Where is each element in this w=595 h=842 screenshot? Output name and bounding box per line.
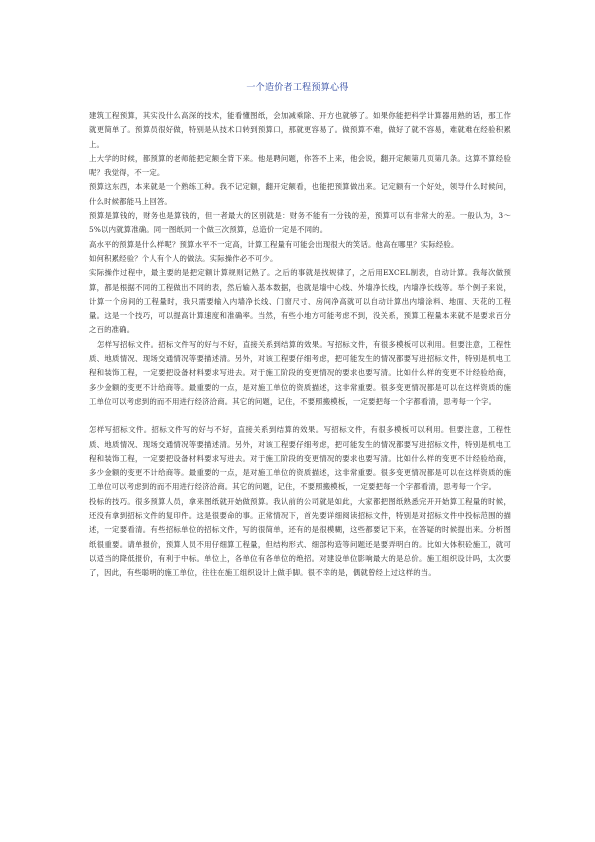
paragraph: 建筑工程预算，其实没什么高深的技术，能看懂图纸，会加减乘除、开方也就够了。如果你能把科学计算器用熟的话，那工作就更简单了。预算员很好做，特别是从技术口转到预算口，那就更容易了。做预算不难，做好了就不容易，难就难在经验积累上。 <box>89 111 511 149</box>
paragraph: 如何积累经验？个人有个人的做法。实际操作必不可少。 <box>89 253 278 263</box>
paragraph: 高水平的预算是什么样呢？预算水平不一定高，计算工程量有可能会出现很大的笑话。他高在哪里？实际经验。 <box>89 239 459 249</box>
paragraph-gap <box>89 409 511 423</box>
paragraph: 预算是算钱的，财务也是算钱的，但一者最大的区别就是：财务不能有一分钱的差，预算可以有非常大的差。一般认为，3～5%以内就算准确。同一图纸同一个做三次预算，总造价一定是不同的。 <box>89 211 511 235</box>
document-title: 一个造价者工程预算心得 <box>246 83 349 93</box>
paragraph: 怎样写招标文件。招标文件写的好与不好，直接关系到结算的效果。写招标文件，有很多模板可以利用。但要注意，工程性质、地质情况、现场交通情况等要描述清。另外，对该工程要仔细考虑，把可能发生的情况都要写进招标文件，特别是机电工程和装饰工程，一定要把设备材料要求写进去。对于施工阶段的变更情况的要求也要写清。比如什么样的变更不计经验给商，多少金额的变更不计给商等。最重要的一点，是对施工单位的资质描述，这非常重要。很多变更情况都是可以在这样资质的施工单位可以考虑到的而不用进行经济洽商。其它的问题，记住，不要照搬模板，一定要把每一个字都看清，思考每一个字。 <box>89 425 511 492</box>
paragraph: 投标的技巧。很多预算人员，拿来图纸就开始做预算。我认前的公司就是如此，大家都把图纸熟悉完开开始算工程量的时候，还没有拿到招标文件的复印件。这是很要命的事。正常情况下，首先要详细阅读招标文件，特别是对招标文件中投标范围的描述，一定要看清。有些招标单位的招标文件，写的很简单，还有的是很模糊，这些都要记下来，在答疑的时候提出来。分析图纸很重要。请单报价，预算人员不用仔细算工程量，但结构形式、细部构造等问题还是要弄明白的。比如大体积砼施工，就可以适当的降低报价，有利于中标。单位上，各单位有各单位的绝招。对建设单位影响最大的是总价。施工组织设计吗，太次要了，因此，有些聪明的施工单位，往往在施工组织设计上做手脚。很不幸的是，偶就曾经上过这样的当。 <box>89 496 511 578</box>
paragraph: 预算这东西，本来就是一个熟练工种。我不记定额，翻开定额看，也能把预算做出来。记定额有一个好处，领导什么时候问，什么时候都能马上回答。 <box>89 182 511 206</box>
document-body <box>89 109 511 581</box>
paragraph: 实际操作过程中，最主要的是把定额计算规则记熟了。之后的事就是找规律了，之后用EXCEL制表，自动计算。我每次做预算，都是根据不同的工程做出不同的表，然后输入基本数据，也就是墙中心线、外墙净长线，内墙净长线等。举个例子来说，计算一个房间的工程量时，我只需要输入内墙净长线、门窗尺寸、房间净高就可以自动计算出内墙涂料、地面、天花的工程量。这是一个技巧，可以提高计算速度和准确率。当然，有些小地方可能考虑不到，没关系，预算工程量本来就不是要求百分之百的准确。 <box>89 268 511 335</box>
paragraph: 上大学的时候，都预算的老师能把定额全背下来。他是聘问题，你答不上来，他会说，翻开定额第几页第几条。这算不算经验呢？我觉得，不一定。 <box>89 153 511 178</box>
paragraph: 怎样写招标文件。招标文件写的好与不好，直接关系到结算的效果。写招标文件，有很多模板可以利用。但要注意，工程性质、地质情况、现场交通情况等要描述清。另外，对该工程要仔细考虑，把可能发生的情况都要写进招标文件，特别是机电工程和装饰工程，一定要把设备材料要求写进去。对于施工阶段的变更情况的要求也要写清。比如什么样的变更不计经验给商，多少金额的变更不计给商等。最重要的一点，是对施工单位的资质描述，这非常重要。很多变更情况都是可以在这样资质的施工单位可以考虑到的而不用进行经济洽商。其它的问题，记住，不要照搬模板，一定要把每一个字都看清，思考每一个字。 <box>89 339 511 406</box>
